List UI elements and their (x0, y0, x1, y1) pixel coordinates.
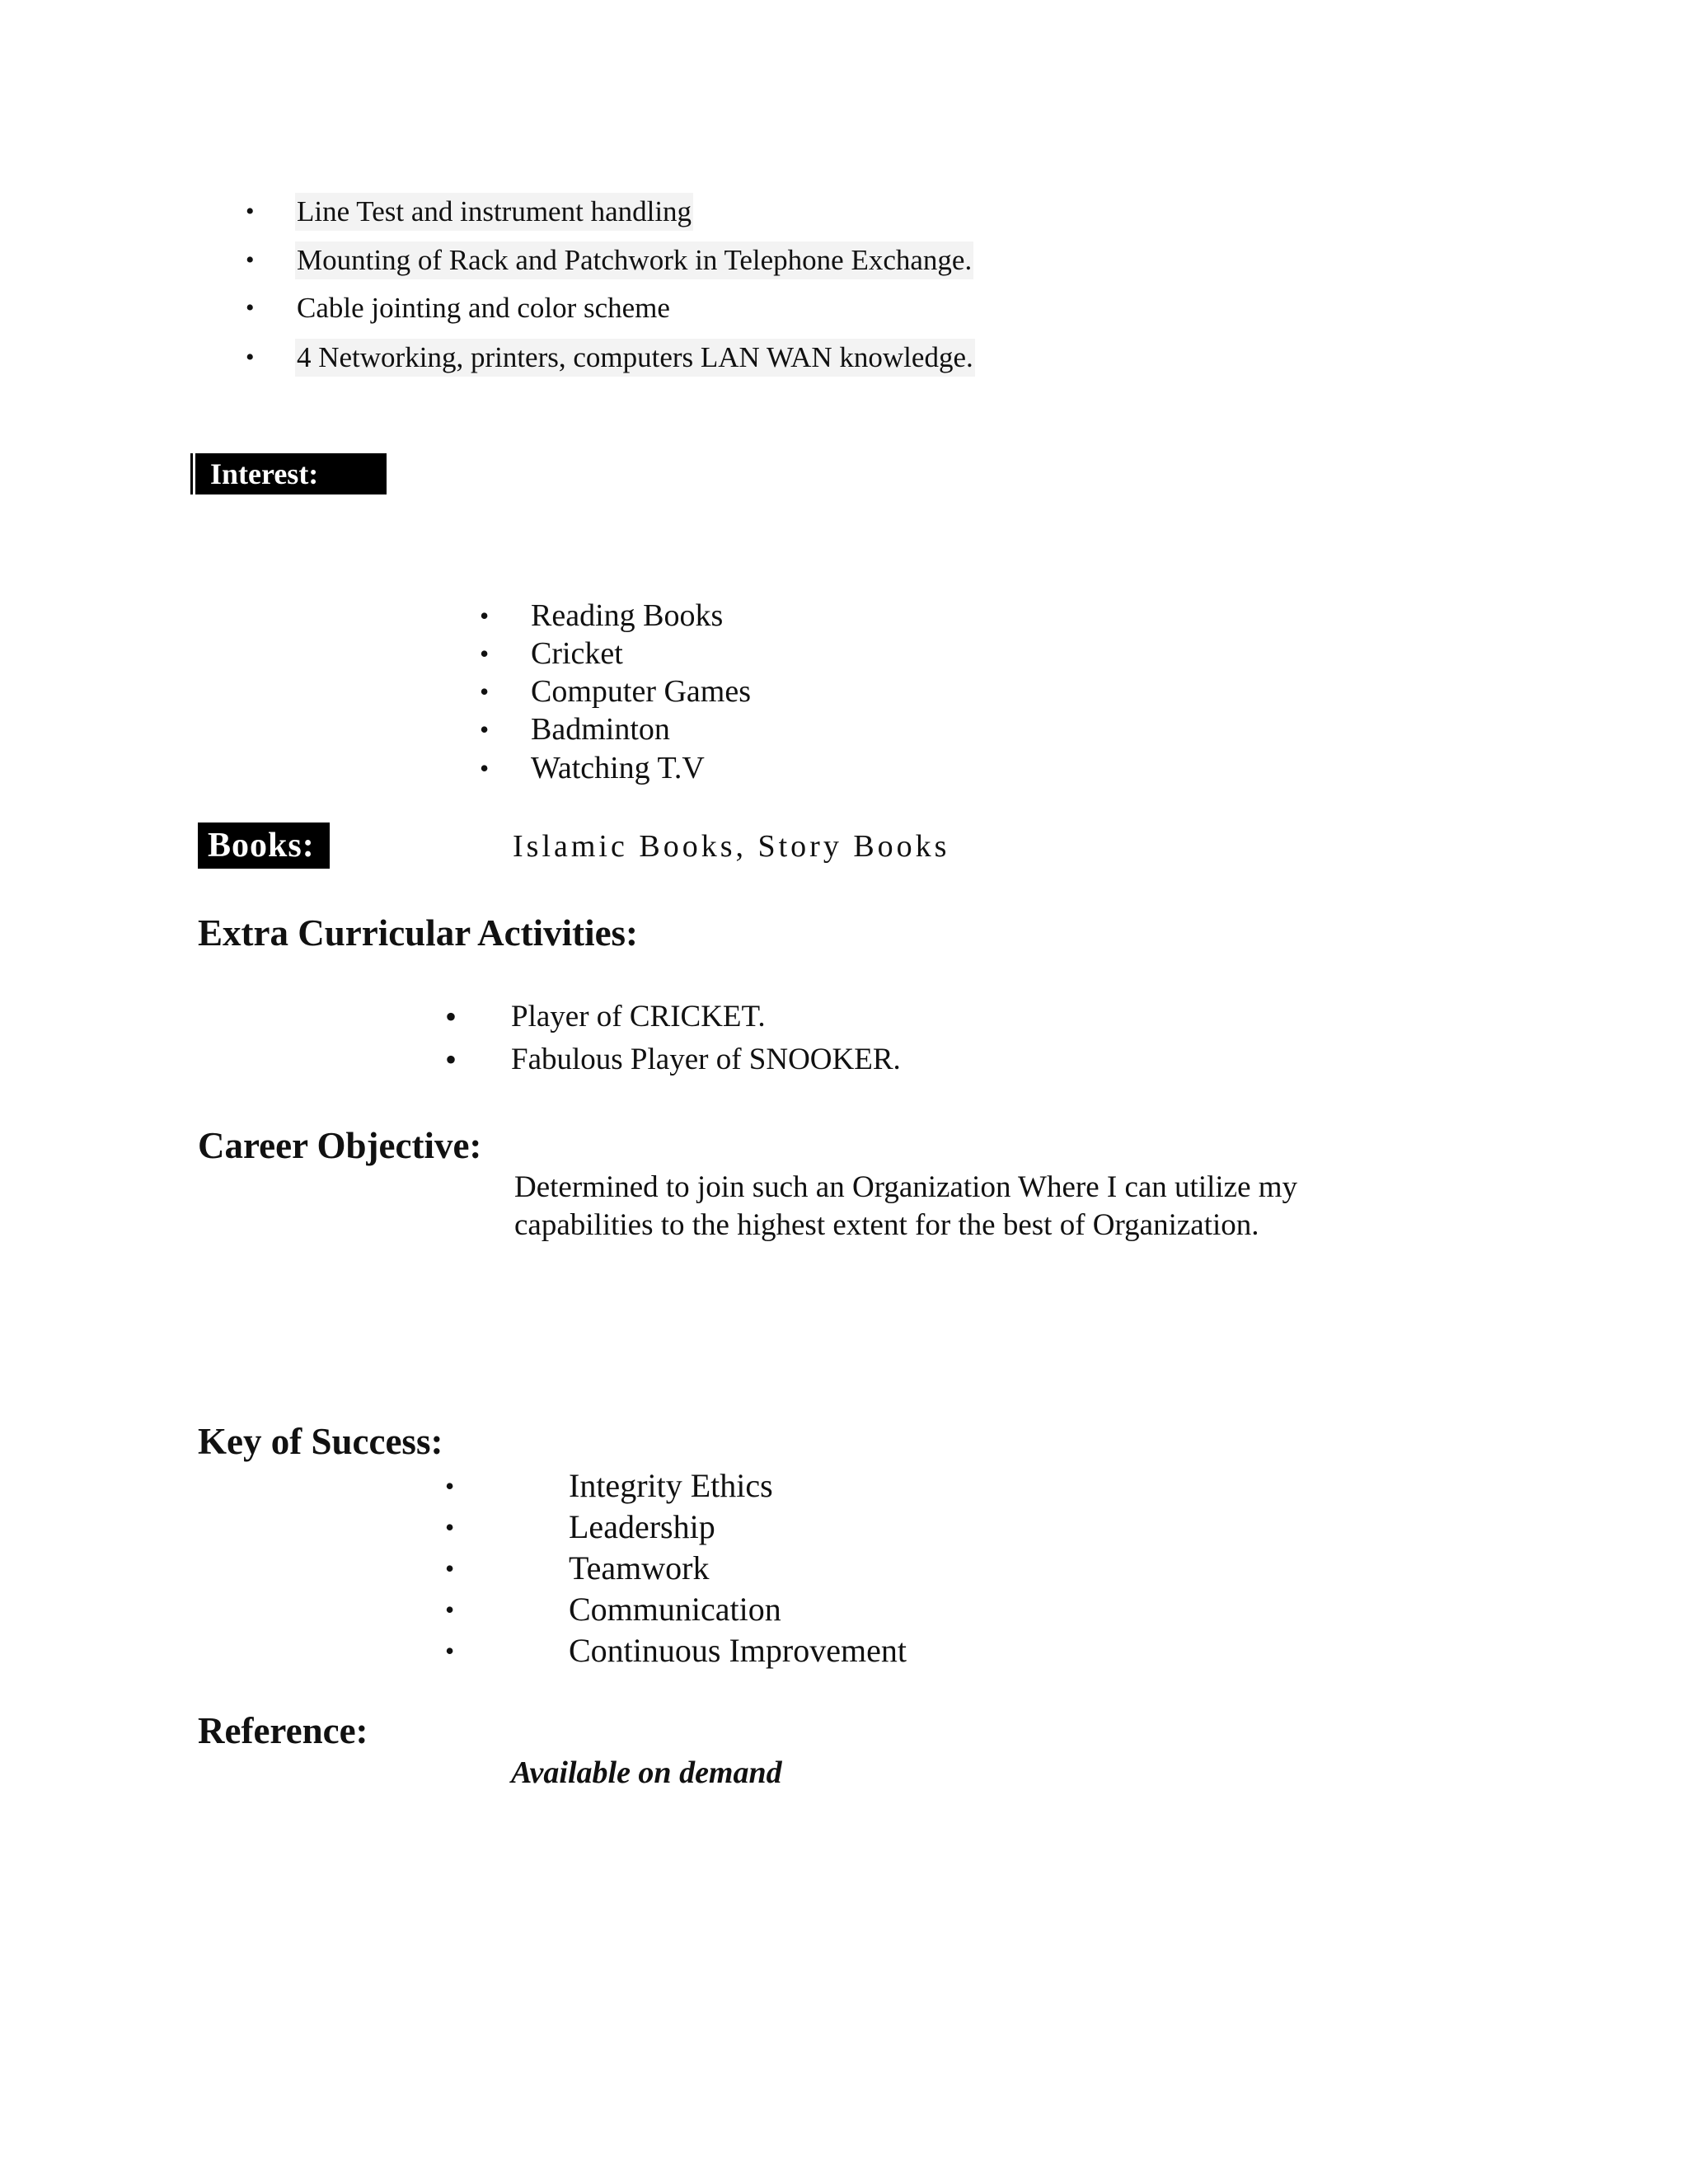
bullet-icon: • (445, 1595, 455, 1624)
interest-item-text: Computer Games (531, 674, 752, 709)
skill-text: 4 Networking, printers, computers LAN WAN knowledge. (295, 339, 975, 377)
bullet-icon: • (445, 1554, 455, 1583)
reference-heading: Reference: (198, 1710, 368, 1751)
skill-text: Cable jointing and color scheme (297, 292, 670, 324)
career-objective-line-1: Determined to join such an Organization Where I can utilize my (514, 1170, 1298, 1204)
skill-text: Mounting of Rack and Patchwork in Telephone Exchange. (295, 241, 973, 279)
reference-value: Available on demand (511, 1755, 782, 1790)
success-item-text: Continuous Improvement (569, 1632, 907, 1669)
bullet-icon: • (480, 677, 490, 706)
success-item-text: Leadership (569, 1508, 715, 1545)
bullet-icon: • (246, 246, 255, 274)
bullet-icon: • (480, 601, 490, 630)
bullet-icon: • (480, 639, 490, 668)
books-label (198, 823, 330, 869)
bullet-icon: • (445, 1041, 457, 1078)
career-objective-heading: Career Objective: (198, 1125, 482, 1166)
interest-label (193, 453, 387, 494)
extra-curricular-heading: Extra Curricular Activities: (198, 912, 639, 954)
interest-item-text: Cricket (531, 636, 623, 671)
bullet-icon: • (445, 998, 457, 1035)
interest-item-text: Reading Books (531, 598, 724, 633)
bullet-icon: • (445, 1636, 455, 1666)
activity-item-text: Player of CRICKET. (511, 1000, 766, 1033)
bullet-icon: • (445, 1471, 455, 1501)
interest-item-text: Watching T.V (531, 751, 705, 785)
key-of-success-heading: Key of Success: (198, 1421, 443, 1462)
bullet-icon: • (246, 198, 255, 225)
skill-text: Line Test and instrument handling (295, 193, 693, 231)
success-item-text: Teamwork (569, 1549, 710, 1586)
bullet-icon: • (246, 294, 255, 321)
books-label-text: Books: (208, 827, 315, 865)
success-item-text: Integrity Ethics (569, 1467, 773, 1504)
bullet-icon: • (480, 715, 490, 744)
bullet-icon: • (445, 1512, 455, 1542)
books-value: Islamic Books, Story Books (513, 829, 950, 864)
activity-item-text: Fabulous Player of SNOOKER. (511, 1043, 901, 1076)
career-objective-line-2: capabilities to the highest extent for the best of Organization. (514, 1208, 1259, 1242)
bullet-icon: • (480, 753, 490, 783)
success-item-text: Communication (569, 1591, 781, 1628)
interest-label-text: Interest: (210, 457, 319, 490)
bullet-icon: • (246, 344, 255, 371)
interest-item-text: Badminton (531, 712, 670, 747)
